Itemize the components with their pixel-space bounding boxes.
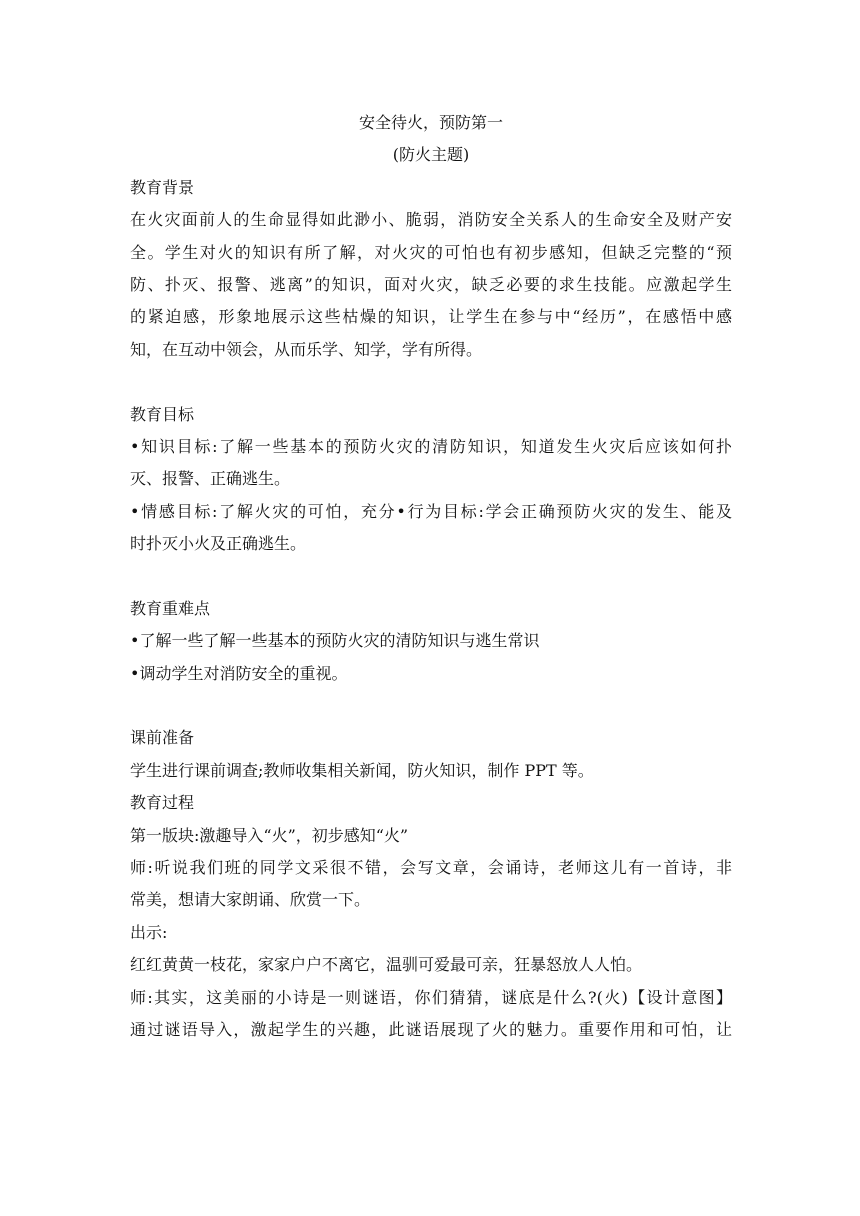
section-heading-background: 教育背景 (130, 177, 195, 197)
preparation-line: 学生进行课前调查;教师收集相关新闻，防火知识，制作 PPT 等。 (130, 760, 594, 780)
process-line: 第一版块:激趣导入“火”，初步感知“火” (130, 825, 409, 845)
paragraph-gap (130, 560, 732, 592)
background-line: 全。学生对火的知识有所了解，对火灾的可怕也有初步感知，但缺乏完整的“预 (130, 242, 732, 262)
document-title: 安全待火，预防第一 (358, 113, 503, 132)
document-subtitle: (防火主题) (392, 145, 470, 165)
process-line: 师:其实，这美丽的小诗是一则谜语，你们猜猜，谜底是什么?(火)【设计意图】 (130, 987, 732, 1007)
background-line: 知，在互动中领会，从而乐学、知学，学有所得。 (130, 339, 483, 359)
paragraph-gap (130, 366, 732, 398)
goal-line: 灭、报警、正确逃生。 (130, 469, 291, 489)
paragraph-gap (130, 690, 732, 722)
keypoint-line: •了解一些了解一些基本的预防火灾的清防知识与逃生常识 (130, 631, 540, 651)
keypoint-line: •调动学生对消防安全的重视。 (130, 663, 348, 683)
background-line: 在火灾面前人的生命显得如此渺小、脆弱，消防安全关系人的生命安全及财产安 (130, 210, 732, 230)
goal-line: •情感目标:了解火灾的可怕，充分•行为目标:学会正确预防火灾的发生、能及 (130, 501, 732, 521)
process-line: 出示: (130, 922, 168, 942)
document-page (130, 107, 732, 1046)
section-heading-process: 教育过程 (130, 793, 195, 813)
background-line: 的紧迫感，形象地展示这些枯燥的知识，让学生在参与中“经历”，在感悟中感 (130, 307, 732, 327)
background-line: 防、扑灭、报警、逃离”的知识，面对火灾，缺乏必要的求生技能。应激起学生 (130, 274, 732, 294)
process-line: 红红黄黄一枝花，家家户户不离它，温驯可爱最可亲，狂暴怒放人人怕。 (130, 955, 643, 975)
goal-line: •知识目标:了解一些基本的预防火灾的清防知识，知道发生火灾后应该如何扑 (130, 436, 732, 456)
goal-line: 时扑灭小火及正确逃生。 (130, 534, 307, 554)
process-line: 师:听说我们班的同学文采很不错，会写文章，会诵诗，老师这儿有一首诗，非 (130, 857, 732, 877)
section-heading-preparation: 课前准备 (130, 728, 195, 748)
section-heading-keypoints: 教育重难点 (130, 598, 211, 618)
process-line: 常美，想请大家朗诵、欣赏一下。 (130, 890, 371, 910)
section-heading-goals: 教育目标 (130, 404, 195, 424)
process-line: 通过谜语导入，激起学生的兴趣，此谜语展现了火的魅力。重要作用和可怕，让 (130, 1019, 732, 1039)
